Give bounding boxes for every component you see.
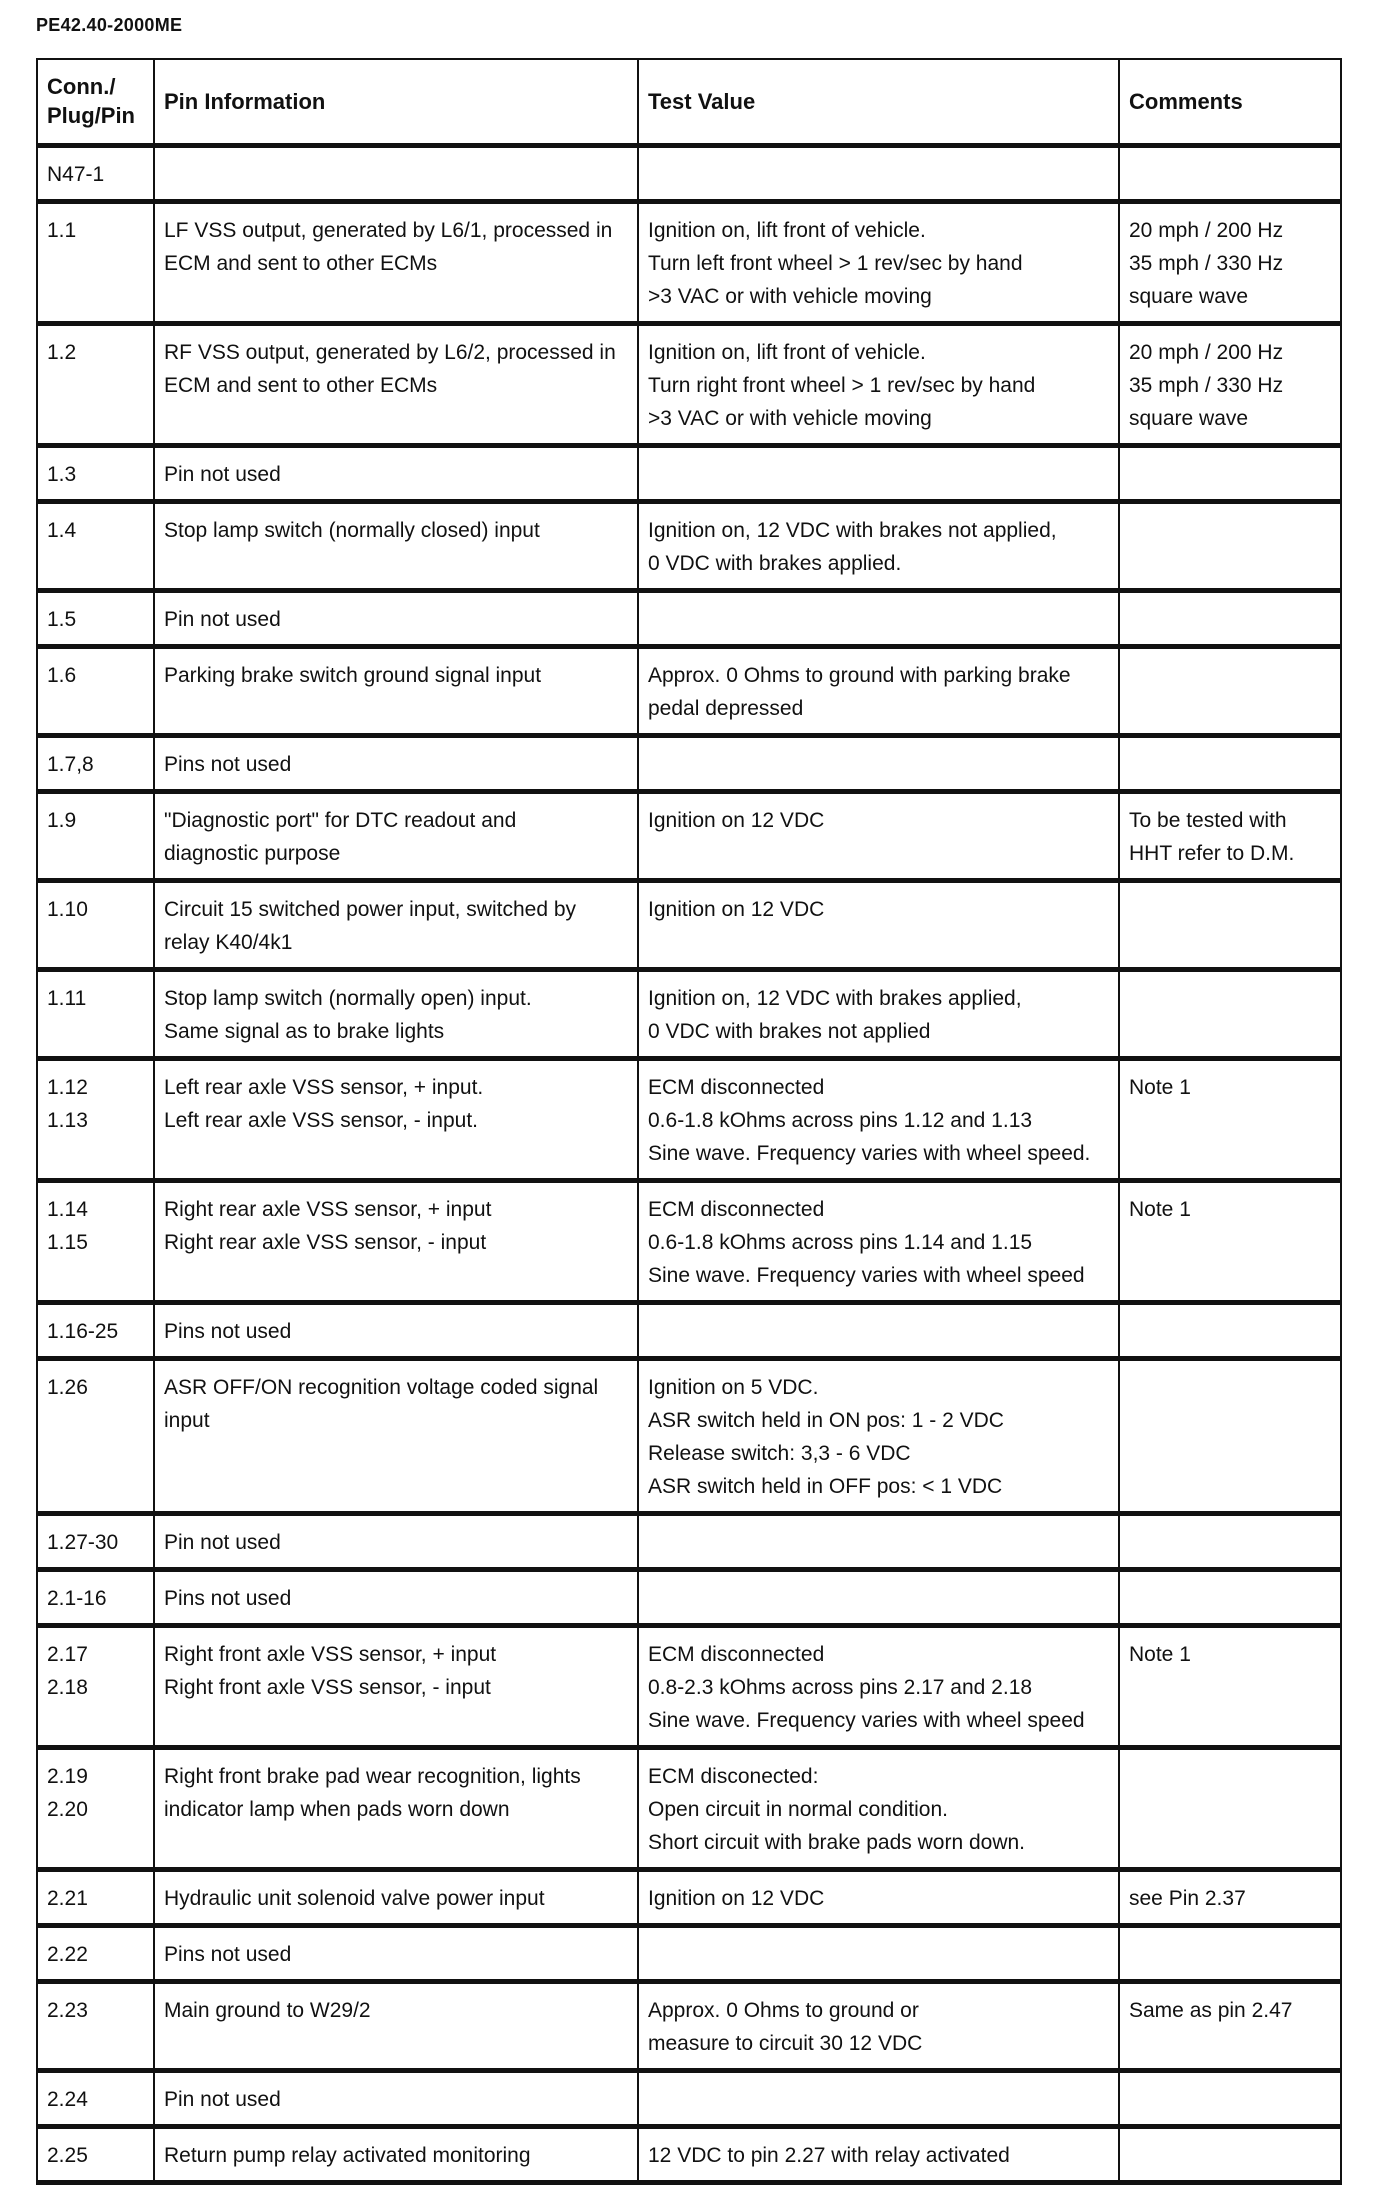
table-row xyxy=(37,791,1341,880)
test-value-cell: ECM disconected: Open circuit in normal condition. Short circuit with brake pads worn down. xyxy=(638,1747,1119,1869)
test-value-cell: Ignition on, 12 VDC with brakes not applied, 0 VDC with brakes applied. xyxy=(638,501,1119,590)
pin-info-cell: Pin not used xyxy=(154,445,638,501)
test-value-cell: ECM disconnected 0.6-1.8 kOhms across pins 1.14 and 1.15 Sine wave. Frequency varies with wheel speed xyxy=(638,1180,1119,1302)
header-conn-plug-pin: Conn./ Plug/Pin xyxy=(37,59,154,145)
pin-cell: 1.27-30 xyxy=(37,1513,154,1569)
pin-cell: 1.4 xyxy=(37,501,154,590)
comments-cell xyxy=(1119,735,1341,791)
test-value-cell: Ignition on 12 VDC xyxy=(638,1869,1119,1925)
comments-cell xyxy=(1119,1302,1341,1358)
comments-cell: Same as pin 2.47 xyxy=(1119,1981,1341,2070)
test-value-cell xyxy=(638,1925,1119,1981)
comments-cell: Note 1 xyxy=(1119,1058,1341,1180)
comments-cell xyxy=(1119,590,1341,646)
comments-cell xyxy=(1119,1513,1341,1569)
comments-cell xyxy=(1119,1358,1341,1513)
comments-cell: 20 mph / 200 Hz 35 mph / 330 Hz square wave xyxy=(1119,323,1341,445)
pin-info-cell: Right front axle VSS sensor, + input Right front axle VSS sensor, - input xyxy=(154,1625,638,1747)
pin-info-cell: Right rear axle VSS sensor, + input Right rear axle VSS sensor, - input xyxy=(154,1180,638,1302)
table-row xyxy=(37,969,1341,1058)
pin-info-cell: RF VSS output, generated by L6/2, processed in ECM and sent to other ECMs xyxy=(154,323,638,445)
table-row xyxy=(37,590,1341,646)
test-value-cell: Ignition on 12 VDC xyxy=(638,880,1119,969)
table-row xyxy=(37,145,1341,201)
test-value-cell xyxy=(638,2070,1119,2126)
table-row xyxy=(37,1869,1341,1925)
test-value-cell: Ignition on, lift front of vehicle. Turn right front wheel > 1 rev/sec by hand >3 VAC or with vehicle moving xyxy=(638,323,1119,445)
test-value-cell: Ignition on, lift front of vehicle. Turn left front wheel > 1 rev/sec by hand >3 VAC or with vehicle moving xyxy=(638,201,1119,323)
pin-info-cell: Pin not used xyxy=(154,1513,638,1569)
test-value-cell: Ignition on, 12 VDC with brakes applied, 0 VDC with brakes not applied xyxy=(638,969,1119,1058)
table-row xyxy=(37,2126,1341,2182)
pin-cell: 1.5 xyxy=(37,590,154,646)
pin-info-cell: Pins not used xyxy=(154,1302,638,1358)
test-value-cell xyxy=(638,1569,1119,1625)
test-value-cell: Ignition on 5 VDC. ASR switch held in ON pos: 1 - 2 VDC Release switch: 3,3 - 6 VDC ASR switch held in OFF pos: < 1 VDC xyxy=(638,1358,1119,1513)
pin-cell: 1.6 xyxy=(37,646,154,735)
pin-info-cell: Left rear axle VSS sensor, + input. Left rear axle VSS sensor, - input. xyxy=(154,1058,638,1180)
comments-cell xyxy=(1119,969,1341,1058)
test-value-cell: ECM disconnected 0.8-2.3 kOhms across pins 2.17 and 2.18 Sine wave. Frequency varies with wheel speed xyxy=(638,1625,1119,1747)
pin-cell: 1.9 xyxy=(37,791,154,880)
comments-cell xyxy=(1119,501,1341,590)
pin-cell: 2.17 2.18 xyxy=(37,1625,154,1747)
pin-info-cell: Pins not used xyxy=(154,735,638,791)
pin-info-cell xyxy=(154,145,638,201)
table-row xyxy=(37,1747,1341,1869)
pin-info-cell: Main ground to W29/2 xyxy=(154,1981,638,2070)
pin-info-cell: Circuit 15 switched power input, switched by relay K40/4k1 xyxy=(154,880,638,969)
table-row xyxy=(37,1981,1341,2070)
comments-cell: see Pin 2.37 xyxy=(1119,1869,1341,1925)
pin-cell: 1.2 xyxy=(37,323,154,445)
pin-cell: 1.7,8 xyxy=(37,735,154,791)
pin-info-cell: Pin not used xyxy=(154,590,638,646)
pin-cell: 1.11 xyxy=(37,969,154,1058)
pin-cell: 1.10 xyxy=(37,880,154,969)
pin-info-cell: Hydraulic unit solenoid valve power input xyxy=(154,1869,638,1925)
pin-cell: 1.26 xyxy=(37,1358,154,1513)
comments-cell xyxy=(1119,445,1341,501)
pin-cell: 1.3 xyxy=(37,445,154,501)
pin-info-cell: Right front brake pad wear recognition, lights indicator lamp when pads worn down xyxy=(154,1747,638,1869)
test-value-cell: Approx. 0 Ohms to ground or measure to circuit 30 12 VDC xyxy=(638,1981,1119,2070)
table-row xyxy=(37,646,1341,735)
comments-cell: To be tested with HHT refer to D.M. xyxy=(1119,791,1341,880)
pin-info-cell: Stop lamp switch (normally closed) input xyxy=(154,501,638,590)
test-value-cell xyxy=(638,1302,1119,1358)
comments-cell xyxy=(1119,1747,1341,1869)
pin-cell: 2.24 xyxy=(37,2070,154,2126)
table-row xyxy=(37,1302,1341,1358)
table-row xyxy=(37,2070,1341,2126)
header-comments: Comments xyxy=(1119,59,1341,145)
comments-cell xyxy=(1119,646,1341,735)
pin-cell: 2.22 xyxy=(37,1925,154,1981)
table-row xyxy=(37,1358,1341,1513)
document-code: PE42.40-2000ME xyxy=(36,15,183,35)
comments-cell xyxy=(1119,880,1341,969)
test-value-cell xyxy=(638,1513,1119,1569)
comments-cell xyxy=(1119,1925,1341,1981)
test-value-cell xyxy=(638,735,1119,791)
test-value-cell: Approx. 0 Ohms to ground with parking brake pedal depressed xyxy=(638,646,1119,735)
table-row xyxy=(37,1180,1341,1302)
table-row xyxy=(37,1569,1341,1625)
table-row xyxy=(37,201,1341,323)
table-row xyxy=(37,445,1341,501)
header-pin-information: Pin Information xyxy=(154,59,638,145)
table-row xyxy=(37,1058,1341,1180)
test-value-cell xyxy=(638,590,1119,646)
test-value-cell: Ignition on 12 VDC xyxy=(638,791,1119,880)
pin-cell: 2.21 xyxy=(37,1869,154,1925)
pin-info-cell: Pins not used xyxy=(154,1925,638,1981)
pin-cell: 1.14 1.15 xyxy=(37,1180,154,1302)
pin-information-table xyxy=(36,58,1342,2185)
comments-cell xyxy=(1119,2070,1341,2126)
comments-cell: 20 mph / 200 Hz 35 mph / 330 Hz square wave xyxy=(1119,201,1341,323)
table-header-row xyxy=(37,59,1341,145)
table-row xyxy=(37,501,1341,590)
pin-info-cell: ASR OFF/ON recognition voltage coded signal input xyxy=(154,1358,638,1513)
pin-info-cell: Parking brake switch ground signal input xyxy=(154,646,638,735)
test-value-cell xyxy=(638,145,1119,201)
table-row xyxy=(37,323,1341,445)
pin-cell: 2.1-16 xyxy=(37,1569,154,1625)
table-row xyxy=(37,1625,1341,1747)
table-row xyxy=(37,1925,1341,1981)
table-row xyxy=(37,1513,1341,1569)
comments-cell: Note 1 xyxy=(1119,1180,1341,1302)
test-value-cell: 12 VDC to pin 2.27 with relay activated xyxy=(638,2126,1119,2182)
pin-info-cell: LF VSS output, generated by L6/1, processed in ECM and sent to other ECMs xyxy=(154,201,638,323)
table-row xyxy=(37,880,1341,969)
pin-info-cell: Pins not used xyxy=(154,1569,638,1625)
pin-info-cell: Pin not used xyxy=(154,2070,638,2126)
pin-cell: 2.19 2.20 xyxy=(37,1747,154,1869)
table-row xyxy=(37,735,1341,791)
comments-cell xyxy=(1119,2126,1341,2182)
pin-info-cell: Stop lamp switch (normally open) input. Same signal as to brake lights xyxy=(154,969,638,1058)
pin-cell: 1.12 1.13 xyxy=(37,1058,154,1180)
header-test-value: Test Value xyxy=(638,59,1119,145)
pin-cell: 2.25 xyxy=(37,2126,154,2182)
test-value-cell xyxy=(638,445,1119,501)
test-value-cell: ECM disconnected 0.6-1.8 kOhms across pins 1.12 and 1.13 Sine wave. Frequency varies with wheel speed. xyxy=(638,1058,1119,1180)
comments-cell: Note 1 xyxy=(1119,1625,1341,1747)
comments-cell xyxy=(1119,1569,1341,1625)
comments-cell xyxy=(1119,145,1341,201)
pin-info-cell: "Diagnostic port" for DTC readout and diagnostic purpose xyxy=(154,791,638,880)
pin-cell: 1.16-25 xyxy=(37,1302,154,1358)
pin-cell: 1.1 xyxy=(37,201,154,323)
pin-info-cell: Return pump relay activated monitoring xyxy=(154,2126,638,2182)
pin-cell: 2.23 xyxy=(37,1981,154,2070)
pin-cell: N47-1 xyxy=(37,145,154,201)
